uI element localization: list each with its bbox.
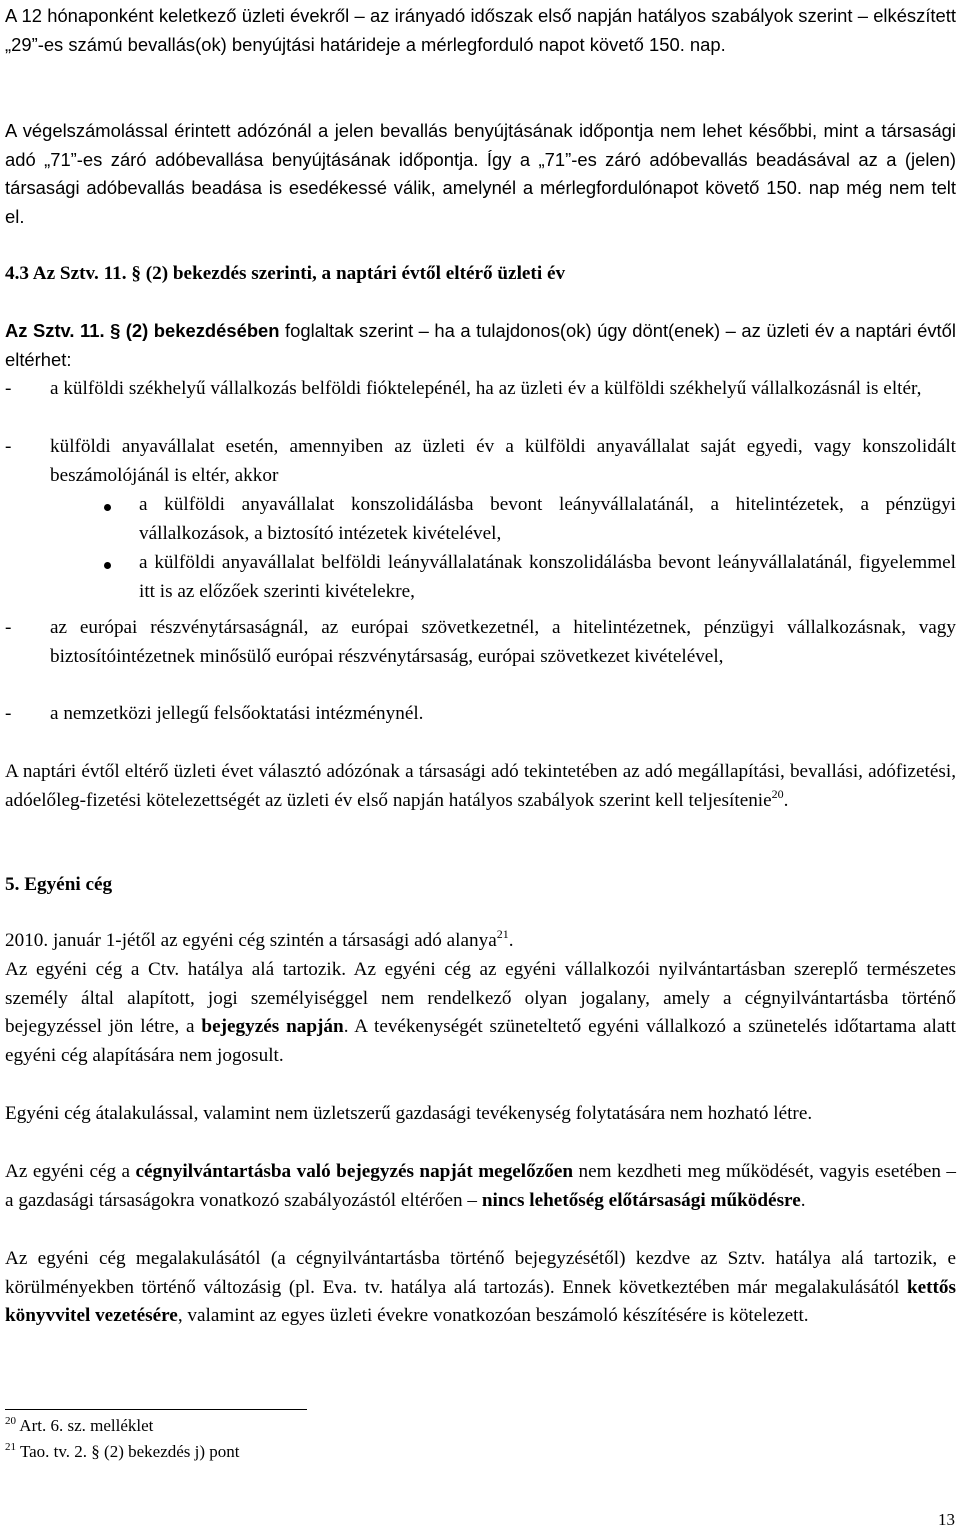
ec2-text-a: Az egyéni cég a Ctv. hatálya alá tartozik. Az egyéni cég az egyéni vállalkozói nyilvántartásban szereplő természetes személy által alapított, jogi személyiséggel nem rendelkező olyan jogalany, amely a cégnyilvántartásba történő bejegyzéssel jön létre, a [5, 959, 956, 1038]
ec1-text: 2010. január 1-jétől az egyéni cég szintén a társasági adó alanya [5, 930, 497, 951]
dash-marker: - [5, 703, 12, 724]
sztv-bold-lead: Az Sztv. 11. § (2) bekezdésében [5, 320, 280, 341]
bullet-item-subsidiary: a külföldi anyavállalat konszolidálásba bevont leányvállalatánál, a hitelintézetek, a pénzügyi vállalkozások, a biztosító intézetek kivételével, [139, 494, 956, 544]
dash-marker: - [5, 378, 12, 399]
heading-4-3: 4.3 Az Sztv. 11. § (2) bekezdés szerinti, a naptári évtől eltérő üzleti év [5, 263, 566, 284]
paragraph-sztv-intro [5, 317, 956, 374]
ec5-text-a: Az egyéni cég megalakulásától (a cégnyilvántartásba történő bejegyzésétől) kezdve az Sztv. hatálya alá tartozik, e körülményekben történő változásig (pl. Eva. tv. hatálya alá tartozás). Ennek következtében már megalakulásától [5, 1248, 956, 1298]
ec4-text-c: . [800, 1189, 806, 1211]
dash-marker: - [5, 617, 12, 638]
footnote-text: Tao. tv. 2. § (2) bekezdés j) pont [16, 1442, 240, 1461]
bullet-dot [104, 562, 111, 569]
footnote-separator [5, 1409, 307, 1410]
footnote-text: Art. 6. sz. melléklet [16, 1416, 154, 1435]
page-number: 13 [938, 1510, 955, 1529]
list-item-university: a nemzetközi jellegű felsőoktatási intézménynél. [50, 703, 424, 724]
footnote-number: 20 [5, 1415, 16, 1427]
paragraph-ec-ctv [5, 956, 956, 1071]
paragraph-filing-deadline: A 12 hónaponként keletkező üzleti évekről – az irányadó időszak első napján hatályos szabályok szerint – elkészített „29”-es számú bevallás(ok) benyújtási határideje a mérlegforduló napot követő 150. nap. [5, 5, 956, 55]
heading-5: 5. Egyéni cég [5, 874, 113, 895]
bullet-dot [104, 504, 111, 511]
footnote-20 [5, 1414, 153, 1438]
ec4-text-b: nem kezdheti meg működését, vagyis esetében – a gazdasági társaságokra vonatkozó szabályozástól eltérően – [5, 1161, 956, 1211]
paragraph-liquidation: A végelszámolással érintett adózónál a jelen bevallás benyújtásának időpontja nem lehet későbbi, mint a társasági adó „71”-es záró adóbevallása benyújtásának időpontja. Így a „71”-es záró adóbevallás beadásával az a (jelen) társasági adóbevallás beadása is esedékessé válik, amelynél a mérlegfordulónapot követő 150. nap még nem telt el. [5, 120, 956, 228]
list-item-european-company: az európai részvénytársaságnál, az európai szövetkezetnél, a hitelintézetnek, pénzügyi vállalkozásnak, vagy biztosítóintézetnek minősülő európai részvénytársaság, európai szövetkezet kivételével, [50, 617, 956, 667]
paragraph-ec-registration [5, 1158, 956, 1215]
footnote-number: 21 [5, 1441, 16, 1453]
bullet-item-domestic-subsidiary: a külföldi anyavállalat belföldi leányvállalatának konszolidálásba bevont leányvállalatánál, figyelemmel itt is az előzőek szerinti kivételekre, [139, 552, 956, 602]
sztv-rest: foglaltak szerint – ha a tulajdonos(ok) úgy dönt(enek) – az üzleti év a naptári évtől eltérhet: [5, 320, 956, 370]
ec2-text-b: . A tevékenységét szüneteltető egyéni vállalkozó a szünetelés időtartama alatt egyéni cég alapítására nem jogosult. [5, 1016, 956, 1067]
footnote-ref-21[interactable]: 21 [496, 927, 509, 941]
ec5-text-b: , valamint az egyes üzleti évekre vonatkozóan beszámoló készítésére is kötelezett. [177, 1305, 809, 1327]
footnote-21 [5, 1440, 240, 1464]
list-item-foreign-parent: külföldi anyavállalat esetén, amennyiben az üzleti év a külföldi anyavállalat saját egyedi, vagy konszolidált beszámolójánál is eltér, akkor [50, 436, 956, 486]
fiscal-text: A naptári évtől eltérő üzleti évet választó adózónak a társasági adó tekintetében az adó megállapítási, bevallási, adófizetési, adóelőleg-fizetési kötelezettségét az üzleti év első napján hatályos szabályok szerint kell teljesítenie [5, 761, 956, 811]
paragraph-ec-bookkeeping [5, 1245, 956, 1331]
footnote-ref-20[interactable]: 20 [771, 786, 784, 801]
ec1-text-end: . [508, 930, 514, 951]
paragraph-ec-subject [5, 927, 956, 956]
dash-marker: - [5, 436, 12, 457]
ec4-bold-1: cégnyilvántartásba való bejegyzés napját megelőzően [135, 1161, 574, 1182]
ec4-text-a: Az egyéni cég a [5, 1161, 136, 1182]
paragraph-fiscal-year-obligations [5, 758, 956, 815]
ec2-bold: bejegyzés napján [201, 1016, 344, 1038]
ec5-bold: kettős könyvvitel vezetésére [5, 1276, 956, 1327]
paragraph-ec-transform: Egyéni cég átalakulással, valamint nem üzletszerű gazdasági tevékenység folytatására nem hozható létre. [5, 1103, 813, 1124]
fiscal-text-end: . [783, 789, 789, 811]
list-item-foreign-branch: a külföldi székhelyű vállalkozás belföldi fióktelepénél, ha az üzleti év a külföldi székhelyű vállalkozásnál is eltér, [50, 378, 922, 399]
ec4-bold-2: nincs lehetőség előtársasági működésre [481, 1189, 801, 1211]
